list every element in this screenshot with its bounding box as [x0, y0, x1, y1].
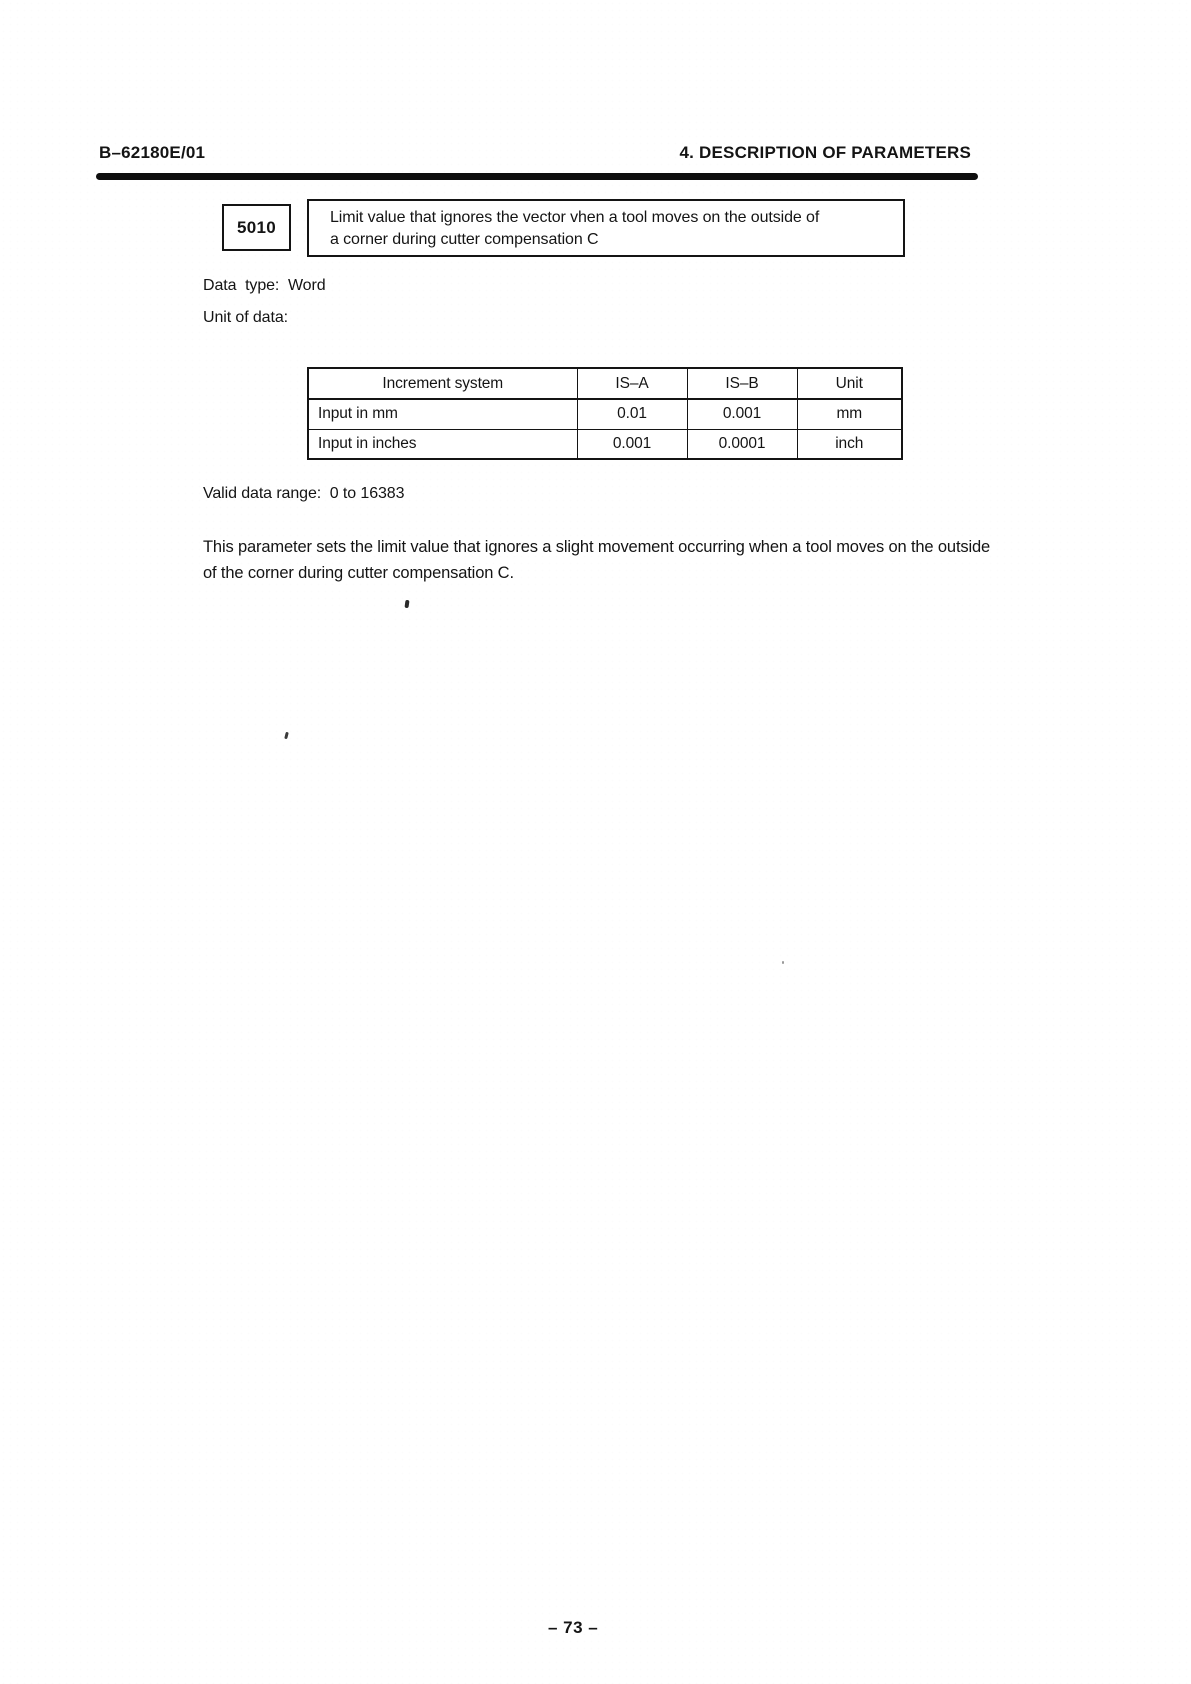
table-header-cell: Unit — [797, 368, 902, 399]
table-cell: Input in mm — [308, 399, 577, 429]
description-paragraph — [203, 534, 990, 586]
paragraph-line: This parameter sets the limit value that ignores a slight movement occurring when a tool moves on the outside — [203, 538, 991, 556]
scan-speck — [782, 961, 784, 964]
data-type-field: Data type: Word — [203, 277, 326, 294]
parameter-description-line: Limit value that ignores the vector vhen a tool moves on the outside of — [330, 209, 820, 226]
table-header-cell: IS–A — [577, 368, 687, 399]
header-rule — [96, 173, 978, 180]
table-row — [308, 399, 902, 429]
parameter-number: 5010 — [236, 217, 277, 237]
table-cell: 0.001 — [687, 399, 797, 429]
table-header-cell: Increment system — [308, 368, 577, 399]
parameter-description-line: a corner during cutter compensation C — [330, 231, 599, 248]
table-cell: inch — [797, 429, 902, 459]
table-cell: mm — [797, 399, 902, 429]
scan-speck — [404, 600, 409, 608]
table-header-cell: IS–B — [687, 368, 797, 399]
unit-of-data-table — [307, 367, 903, 460]
table-row — [308, 429, 902, 459]
valid-data-range-field: Valid data range: 0 to 16383 — [203, 485, 405, 502]
table-cell: Input in inches — [308, 429, 577, 459]
parameter-number-box — [222, 204, 291, 251]
parameter-description-box — [307, 199, 905, 257]
table-cell: 0.0001 — [687, 429, 797, 459]
table-header-row — [308, 368, 902, 399]
document-code: B–62180E/01 — [99, 143, 206, 162]
page-number: – 73 – — [548, 1618, 599, 1637]
scan-speck — [284, 732, 289, 740]
table-cell: 0.01 — [577, 399, 687, 429]
chapter-title: 4. DESCRIPTION OF PARAMETERS — [679, 143, 971, 162]
paragraph-line: of the corner during cutter compensation C. — [203, 564, 514, 582]
unit-of-data-label: Unit of data: — [203, 309, 288, 326]
table-cell: 0.001 — [577, 429, 687, 459]
